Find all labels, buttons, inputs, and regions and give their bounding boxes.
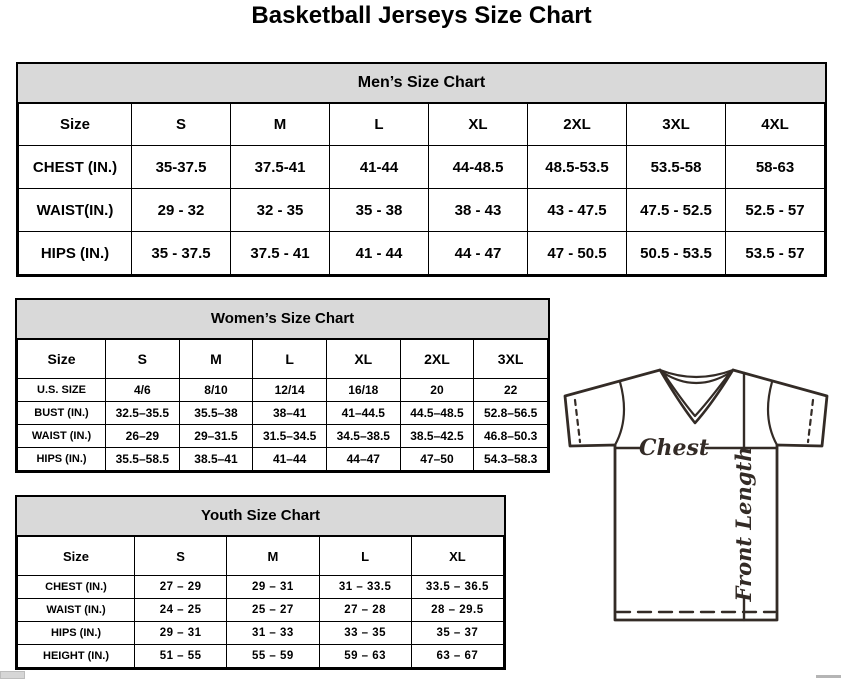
jersey-measurement-diagram <box>556 360 832 626</box>
size-cell: 54.3–58.3 <box>474 448 548 471</box>
size-cell: 31 – 33 <box>227 622 319 645</box>
mens-size-chart <box>16 62 827 277</box>
size-cell: 51 – 55 <box>135 645 227 668</box>
size-cell: 37.5 - 41 <box>231 232 330 275</box>
size-cell: 33 – 35 <box>319 622 411 645</box>
size-cell: 29 – 31 <box>227 576 319 599</box>
front-length-label: Front Length <box>731 446 756 602</box>
size-cell: 32 - 35 <box>231 189 330 232</box>
size-cell: 37.5-41 <box>231 146 330 189</box>
table-row <box>18 576 504 599</box>
row-label: CHEST (IN.) <box>18 576 135 599</box>
table-row <box>19 232 825 275</box>
size-cell: 31 – 33.5 <box>319 576 411 599</box>
column-header: XL <box>326 340 400 379</box>
row-label: BUST (IN.) <box>18 402 106 425</box>
size-cell: 35 - 37.5 <box>132 232 231 275</box>
table-row <box>18 379 548 402</box>
size-cell: 33.5 – 36.5 <box>411 576 503 599</box>
column-header: S <box>135 537 227 576</box>
womens-size-chart <box>15 298 550 473</box>
mens-size-table <box>18 103 825 275</box>
column-header: 4XL <box>726 104 825 146</box>
size-column-label: Size <box>18 537 135 576</box>
table-row <box>18 622 504 645</box>
row-label: HEIGHT (IN.) <box>18 645 135 668</box>
column-header: M <box>227 537 319 576</box>
table-row <box>18 599 504 622</box>
table-row <box>18 448 548 471</box>
jersey-outline <box>565 370 827 620</box>
table-row <box>19 189 825 232</box>
column-header: L <box>253 340 327 379</box>
row-label: HIPS (IN.) <box>19 232 132 275</box>
size-cell: 22 <box>474 379 548 402</box>
size-cell: 35.5–58.5 <box>106 448 180 471</box>
womens-size-table <box>17 339 548 471</box>
size-cell: 44–47 <box>326 448 400 471</box>
size-cell: 29 – 31 <box>135 622 227 645</box>
size-cell: 50.5 - 53.5 <box>627 232 726 275</box>
size-cell: 29 - 32 <box>132 189 231 232</box>
row-label: WAIST (IN.) <box>18 599 135 622</box>
size-cell: 41 - 44 <box>330 232 429 275</box>
size-cell: 16/18 <box>326 379 400 402</box>
column-header: XL <box>411 537 503 576</box>
column-header: L <box>330 104 429 146</box>
row-label: CHEST (IN.) <box>19 146 132 189</box>
size-cell: 38–41 <box>253 402 327 425</box>
size-cell: 38.5–42.5 <box>400 425 474 448</box>
size-cell: 29–31.5 <box>179 425 253 448</box>
size-cell: 59 – 63 <box>319 645 411 668</box>
mens-size-chart-title: Men’s Size Chart <box>18 64 825 103</box>
table-row <box>19 146 825 189</box>
size-cell: 8/10 <box>179 379 253 402</box>
size-cell: 44.5–48.5 <box>400 402 474 425</box>
column-header: 3XL <box>627 104 726 146</box>
v-neck-inner <box>664 374 729 416</box>
scrollbar-fragment-left[interactable] <box>0 671 25 679</box>
size-cell: 25 – 27 <box>227 599 319 622</box>
size-cell: 26–29 <box>106 425 180 448</box>
size-cell: 46.8–50.3 <box>474 425 548 448</box>
column-header: S <box>106 340 180 379</box>
youth-size-table <box>17 536 504 668</box>
size-cell: 32.5–35.5 <box>106 402 180 425</box>
size-cell: 31.5–34.5 <box>253 425 327 448</box>
row-label: U.S. SIZE <box>18 379 106 402</box>
size-cell: 35.5–38 <box>179 402 253 425</box>
size-cell: 53.5-58 <box>627 146 726 189</box>
youth-size-chart-title: Youth Size Chart <box>17 497 504 536</box>
size-cell: 12/14 <box>253 379 327 402</box>
column-header: M <box>179 340 253 379</box>
size-cell: 41–44.5 <box>326 402 400 425</box>
chest-label: Chest <box>638 435 710 461</box>
table-row <box>18 425 548 448</box>
size-cell: 52.5 - 57 <box>726 189 825 232</box>
size-cell: 47–50 <box>400 448 474 471</box>
scrollbar-fragment-right[interactable] <box>816 675 841 678</box>
size-cell: 38.5–41 <box>179 448 253 471</box>
column-header: XL <box>429 104 528 146</box>
row-label: HIPS (IN.) <box>18 448 106 471</box>
size-column-label: Size <box>19 104 132 146</box>
right-armhole-seam <box>768 382 777 445</box>
size-cell: 28 – 29.5 <box>411 599 503 622</box>
size-column-label: Size <box>18 340 106 379</box>
size-cell: 35 – 37 <box>411 622 503 645</box>
size-cell: 27 – 29 <box>135 576 227 599</box>
size-cell: 24 – 25 <box>135 599 227 622</box>
column-header: 2XL <box>400 340 474 379</box>
column-header: M <box>231 104 330 146</box>
right-cuff-stitch <box>808 400 813 442</box>
column-header: S <box>132 104 231 146</box>
size-cell: 52.8–56.5 <box>474 402 548 425</box>
size-cell: 20 <box>400 379 474 402</box>
womens-size-chart-title: Women’s Size Chart <box>17 300 548 339</box>
row-label: WAIST(IN.) <box>19 189 132 232</box>
size-cell: 41-44 <box>330 146 429 189</box>
size-cell: 48.5-53.5 <box>528 146 627 189</box>
size-cell: 47.5 - 52.5 <box>627 189 726 232</box>
youth-size-chart <box>15 495 506 670</box>
size-cell: 47 - 50.5 <box>528 232 627 275</box>
left-armhole-seam <box>615 382 624 445</box>
size-cell: 43 - 47.5 <box>528 189 627 232</box>
page-title: Basketball Jerseys Size Chart <box>251 2 592 29</box>
column-header: 2XL <box>528 104 627 146</box>
column-header: L <box>319 537 411 576</box>
size-cell: 35 - 38 <box>330 189 429 232</box>
left-cuff-stitch <box>575 400 580 442</box>
size-cell: 38 - 43 <box>429 189 528 232</box>
size-cell: 4/6 <box>106 379 180 402</box>
size-cell: 34.5–38.5 <box>326 425 400 448</box>
table-row <box>18 645 504 668</box>
size-cell: 55 – 59 <box>227 645 319 668</box>
size-cell: 53.5 - 57 <box>726 232 825 275</box>
size-cell: 44-48.5 <box>429 146 528 189</box>
size-cell: 27 – 28 <box>319 599 411 622</box>
column-header: 3XL <box>474 340 548 379</box>
size-cell: 63 – 67 <box>411 645 503 668</box>
size-cell: 41–44 <box>253 448 327 471</box>
size-cell: 58-63 <box>726 146 825 189</box>
size-cell: 44 - 47 <box>429 232 528 275</box>
row-label: HIPS (IN.) <box>18 622 135 645</box>
size-cell: 35-37.5 <box>132 146 231 189</box>
row-label: WAIST (IN.) <box>18 425 106 448</box>
table-row <box>18 402 548 425</box>
